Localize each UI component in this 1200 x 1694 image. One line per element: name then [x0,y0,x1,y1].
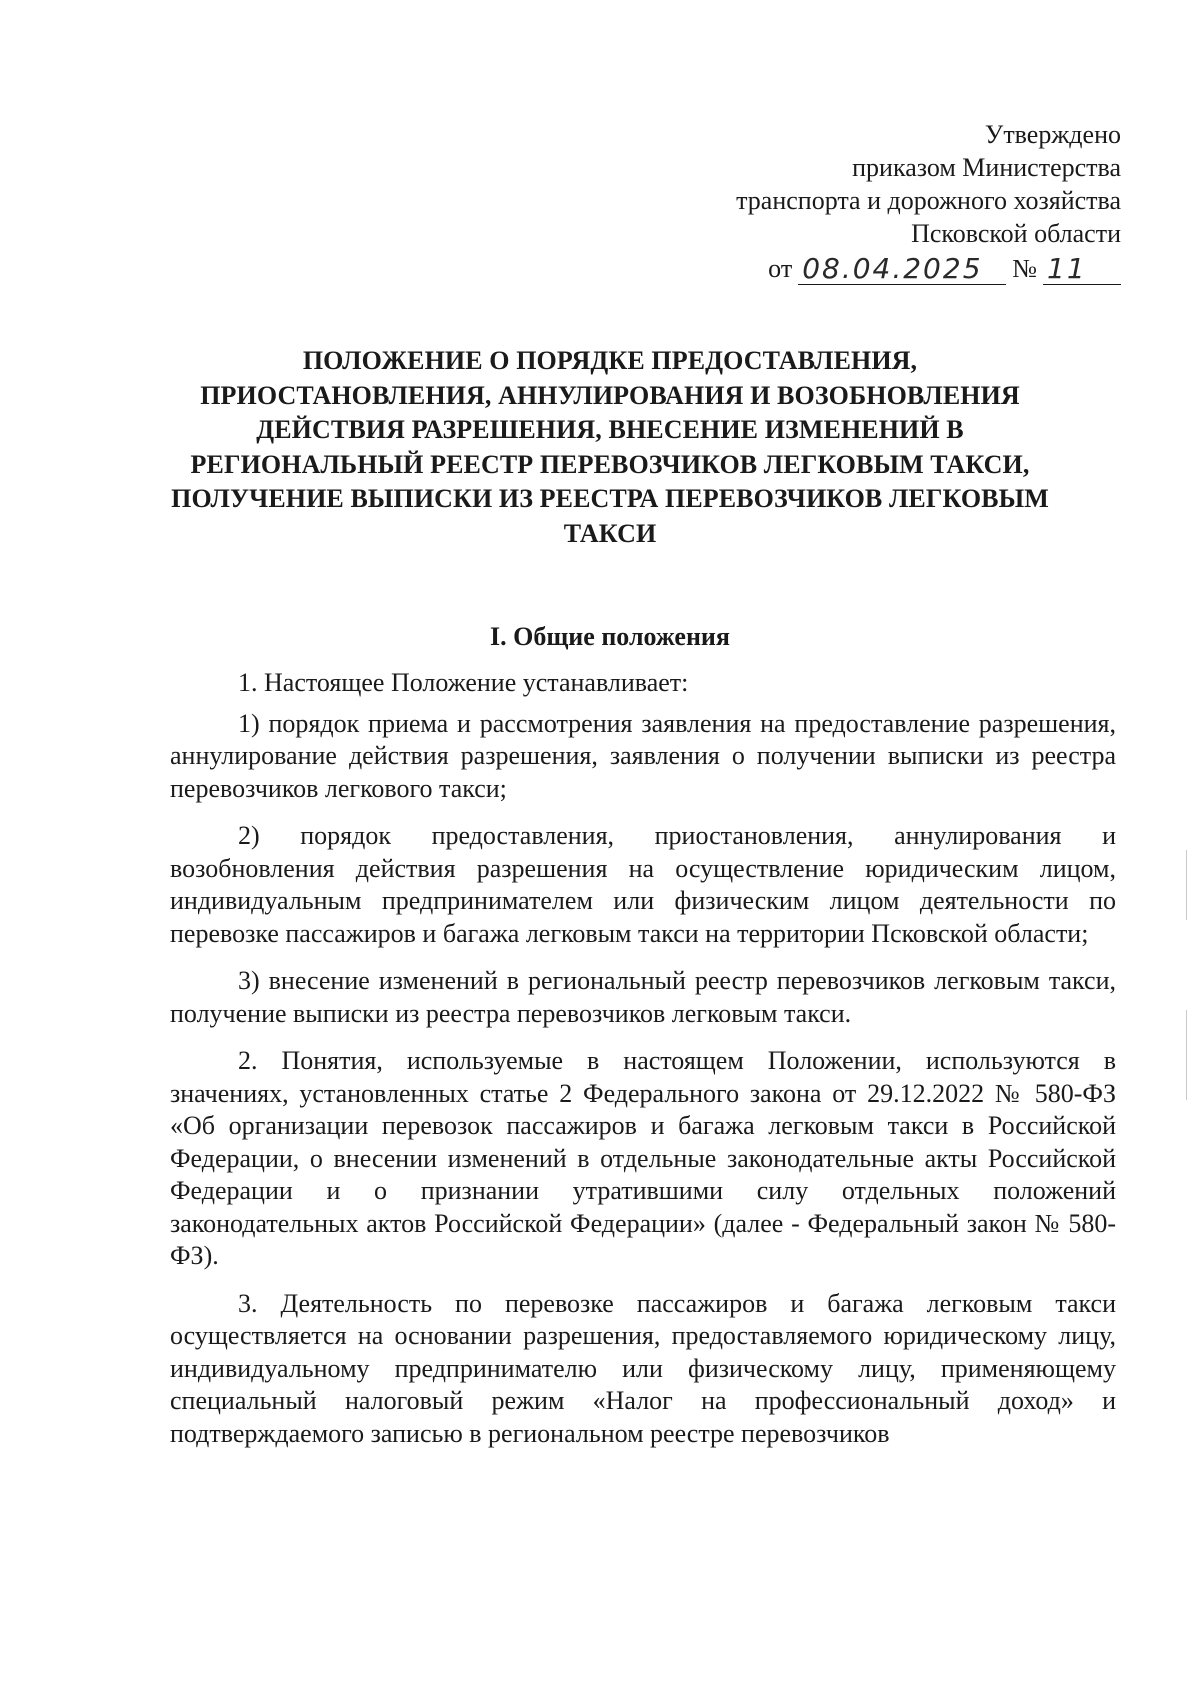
title-line-4: РЕГИОНАЛЬНЫЙ РЕЕСТР ПЕРЕВОЗЧИКОВ ЛЕГКОВЫМ ТАКСИ, [190,449,1030,479]
approval-date-prefix: от [768,254,793,283]
approval-handwritten-date: 08.04.2025 [798,254,1006,285]
paragraph-3: 3. Деятельность по перевозке пассажиров и багажа легковым такси осуществляется на основании разрешения, предоставляемого юридическому лицу, индивидуальному предпринимателю или физическому лицу, применяющему специальный налоговый режим «Налог на профессиональный доход» и подтверждаемого записью в региональном реестре перевозчиков [170,1288,1116,1448]
approval-line-order: приказом Министерства [852,153,1121,182]
scan-mark [1186,850,1187,920]
approval-number-prefix: № [1012,254,1037,283]
paragraph-1: 1. Настоящее Положение устанавливает: [238,668,689,697]
approval-stamp-block [736,118,1121,285]
scan-mark [1186,1010,1187,1100]
section-heading: I. Общие положения [490,622,730,651]
approval-line-ministry: транспорта и дорожного хозяйства [736,186,1121,215]
title-line-5: ПОЛУЧЕНИЕ ВЫПИСКИ ИЗ РЕЕСТРА ПЕРЕВОЗЧИКОВ ЛЕГКОВЫМ [171,484,1049,513]
title-line-2: ПРИОСТАНОВЛЕНИЯ, АННУЛИРОВАНИЯ И ВОЗОБНОВЛЕНИЯ [200,380,1020,410]
approval-line-approved: Утверждено [984,120,1121,149]
title-line-1: ПОЛОЖЕНИЕ О ПОРЯДКЕ ПРЕДОСТАВЛЕНИЯ, [302,346,918,375]
approval-line-region: Псковской области [911,219,1121,248]
document-body [170,667,1116,1465]
paragraph-1-item-1: 1) порядок приема и рассмотрения заявления на предоставление разрешения, аннулирование действия разрешения, заявления о получении выписки из реестра перевозчиков легкового такси; [170,708,1116,803]
title-line-6: ТАКСИ [563,518,657,548]
paragraph-2: 2. Понятия, используемые в настоящем Положении, используются в значениях, установленных статье 2 Федерального закона от 29.12.2022 № 580-ФЗ «Об организации перевозок пассажиров и багажа легковым такси в Российской Федерации, о внесении изменений в отдельные законодательные акты Российской Федерации и о признании утратившими силу отдельных положений законодательных актов Российской Федерации» (далее - Федеральный закон № 580-ФЗ). [170,1046,1116,1270]
title-line-3: ДЕЙСТВИЯ РАЗРЕШЕНИЯ, ВНЕСЕНИЕ ИЗМЕНЕНИЙ В [256,415,964,444]
approval-date-number-line [736,252,1121,285]
paragraph-1-item-3: 3) внесение изменений в региональный реестр перевозчиков легковым такси, получение выписки из реестра перевозчиков легковым такси. [170,966,1116,1028]
document-title [170,344,1050,551]
paragraph-1-item-2: 2) порядок предоставления, приостановления, аннулирования и возобновления действия разрешения на осуществление юридическим лицом, индивидуальным предпринимателем или физическим лицом деятельности по перевозке пассажиров и багажа легковым такси на территории Псковской области; [170,821,1116,948]
approval-handwritten-number: 11 [1043,254,1121,285]
scan-edge-marks [1186,850,1188,1190]
